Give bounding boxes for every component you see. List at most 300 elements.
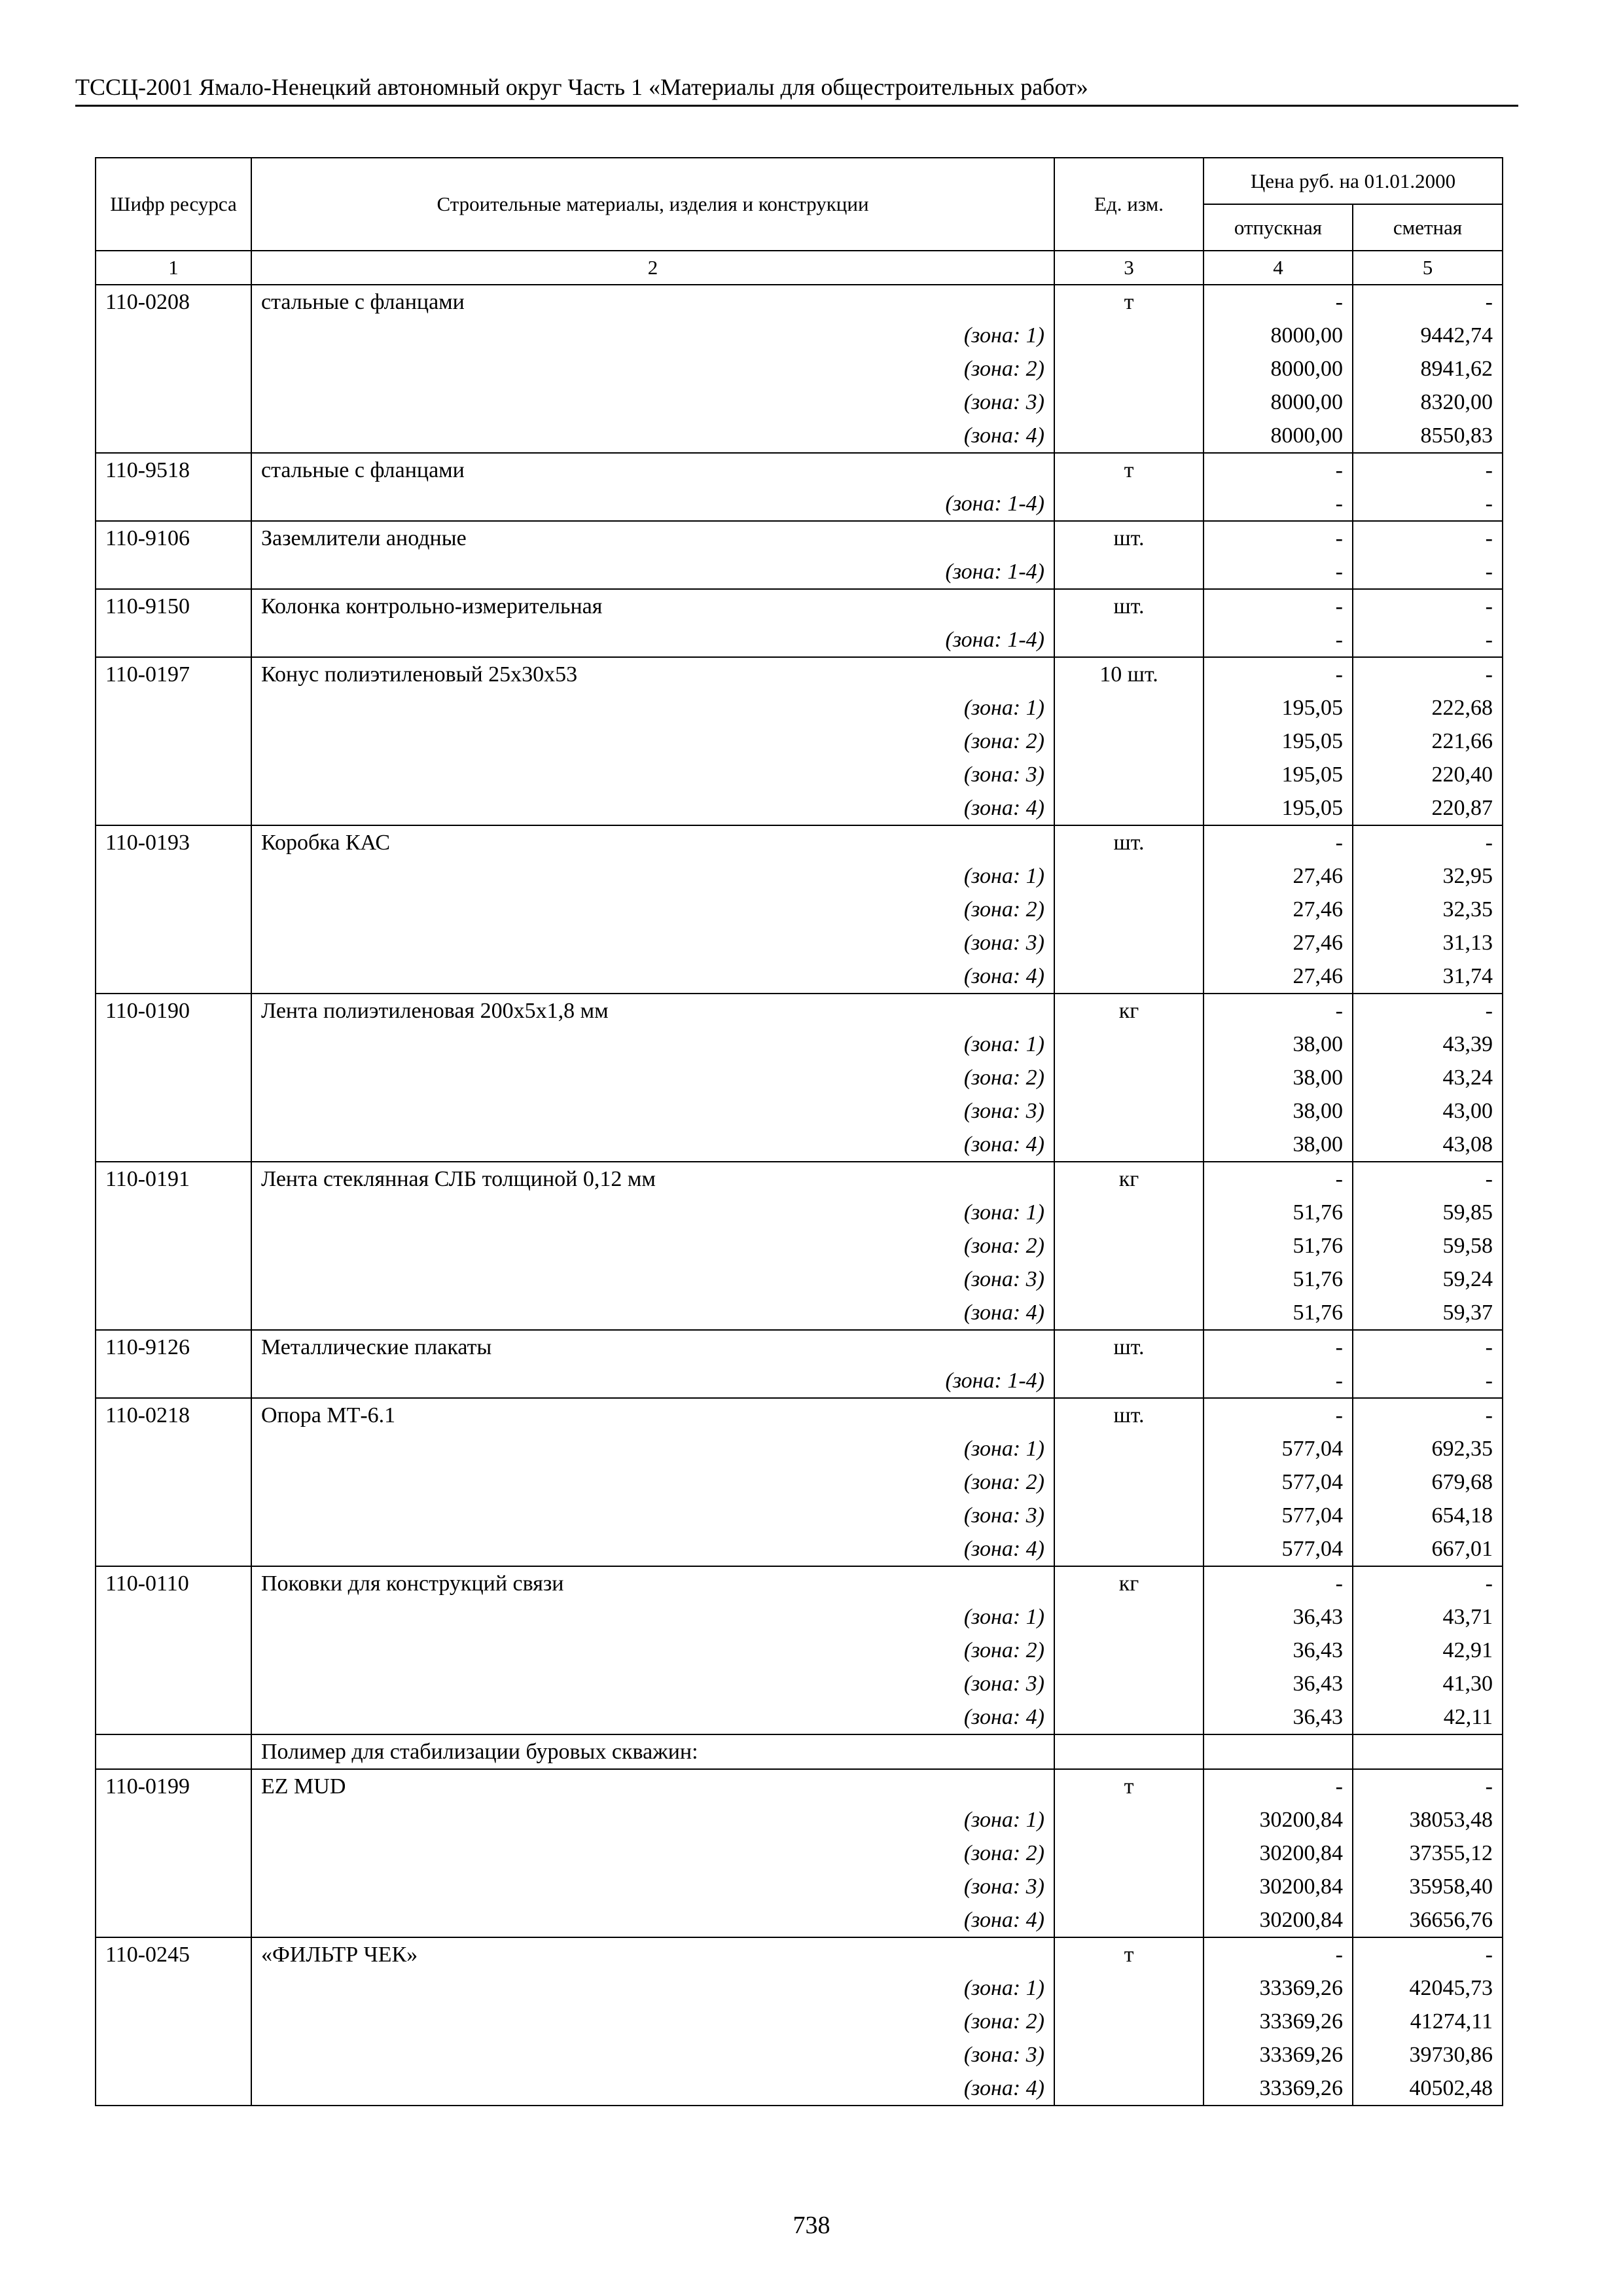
zone-row <box>96 1432 1503 1465</box>
page-header-title: ТССЦ-2001 Ямало-Ненецкий автономный округ Часть 1 «Материалы для общестроительных работ» <box>75 74 1088 100</box>
unit-cell <box>1054 1364 1204 1398</box>
zone-row <box>96 2005 1503 2038</box>
code-cell <box>96 1700 251 1734</box>
zone-label: (зона: 2) <box>251 725 1054 758</box>
material-name: Колонка контрольно-измерительная <box>251 589 1054 623</box>
table-row <box>96 994 1503 1028</box>
release-price: 8000,00 <box>1204 386 1353 419</box>
table-row <box>96 1769 1503 1803</box>
zone-label: (зона: 1) <box>251 319 1054 352</box>
release-price: 36,43 <box>1204 1600 1353 1634</box>
resource-code: 110-0191 <box>96 1162 251 1196</box>
col-number-1: 1 <box>96 251 251 285</box>
release-price: 27,46 <box>1204 926 1353 960</box>
estimate-price: 59,58 <box>1353 1229 1503 1263</box>
code-cell <box>96 725 251 758</box>
code-cell <box>96 926 251 960</box>
release-price: - <box>1204 1769 1353 1803</box>
resource-code: 110-0218 <box>96 1398 251 1432</box>
estimate-price: 39730,86 <box>1353 2038 1503 2072</box>
unit-cell <box>1054 725 1204 758</box>
zone-row <box>96 1263 1503 1296</box>
code-cell <box>96 487 251 521</box>
resource-code: 110-9106 <box>96 521 251 555</box>
unit: шт. <box>1054 1330 1204 1364</box>
material-name: Конус полиэтиленовый 25x30x53 <box>251 657 1054 691</box>
material-name: Заземлители анодные <box>251 521 1054 555</box>
zone-label: (зона: 2) <box>251 1229 1054 1263</box>
zone-label: (зона: 1-4) <box>251 555 1054 589</box>
code-cell <box>96 960 251 994</box>
table-row <box>96 825 1503 859</box>
release-price: - <box>1204 657 1353 691</box>
code-cell <box>96 691 251 725</box>
unit-cell <box>1054 487 1204 521</box>
unit-cell <box>1054 1196 1204 1229</box>
zone-label: (зона: 3) <box>251 758 1054 791</box>
material-name: Опора МТ-6.1 <box>251 1398 1054 1432</box>
zone-row <box>96 1837 1503 1870</box>
unit: т <box>1054 1937 1204 1971</box>
release-price: 33369,26 <box>1204 2072 1353 2106</box>
release-price: 30200,84 <box>1204 1903 1353 1937</box>
material-name: «ФИЛЬТР ЧЕК» <box>251 1937 1054 1971</box>
unit-cell <box>1054 319 1204 352</box>
code-cell <box>96 555 251 589</box>
estimate-price: 59,85 <box>1353 1196 1503 1229</box>
zone-label: (зона: 1) <box>251 1803 1054 1837</box>
zone-row <box>96 1229 1503 1263</box>
estimate-price: 37355,12 <box>1353 1837 1503 1870</box>
material-name: Лента полиэтиленовая 200x5x1,8 мм <box>251 994 1054 1028</box>
zone-row <box>96 1196 1503 1229</box>
release-price: - <box>1204 453 1353 487</box>
zone-label: (зона: 4) <box>251 1296 1054 1330</box>
resource-code: 110-0245 <box>96 1937 251 1971</box>
table-row <box>96 285 1503 319</box>
unit-cell <box>1054 1903 1204 1937</box>
unit-cell <box>1054 1296 1204 1330</box>
estimate-price: 8941,62 <box>1353 352 1503 386</box>
zone-row <box>96 1296 1503 1330</box>
unit-cell <box>1054 1971 1204 2005</box>
estimate-price: - <box>1353 521 1503 555</box>
col-header-price-release: отпускная <box>1204 204 1353 251</box>
zone-label: (зона: 1-4) <box>251 487 1054 521</box>
resource-code: 110-0193 <box>96 825 251 859</box>
estimate-price: - <box>1353 555 1503 589</box>
release-price: 51,76 <box>1204 1229 1353 1263</box>
estimate-price: 59,37 <box>1353 1296 1503 1330</box>
zone-label: (зона: 3) <box>251 1870 1054 1903</box>
estimate-price: 654,18 <box>1353 1499 1503 1532</box>
code-cell <box>96 791 251 825</box>
unit-cell <box>1054 1432 1204 1465</box>
zone-label: (зона: 2) <box>251 1061 1054 1094</box>
estimate-price: 43,00 <box>1353 1094 1503 1128</box>
table-row <box>96 1330 1503 1364</box>
unit-cell <box>1054 1465 1204 1499</box>
unit-cell <box>1054 791 1204 825</box>
unit-cell <box>1054 1094 1204 1128</box>
resource-code: 110-0208 <box>96 285 251 319</box>
estimate-price: - <box>1353 1566 1503 1600</box>
zone-label: (зона: 4) <box>251 1903 1054 1937</box>
release-price: 195,05 <box>1204 791 1353 825</box>
code-cell <box>96 1803 251 1837</box>
zone-row <box>96 725 1503 758</box>
table-row <box>96 589 1503 623</box>
code-cell <box>96 2038 251 2072</box>
estimate-price: - <box>1353 623 1503 657</box>
unit: кг <box>1054 994 1204 1028</box>
zone-label: (зона: 2) <box>251 893 1054 926</box>
code-cell <box>96 1667 251 1700</box>
estimate-price: 38053,48 <box>1353 1803 1503 1837</box>
material-name: Лента стеклянная СЛБ толщиной 0,12 мм <box>251 1162 1054 1196</box>
release-price: - <box>1204 1364 1353 1398</box>
unit-cell <box>1054 960 1204 994</box>
table-row <box>96 1162 1503 1196</box>
zone-row <box>96 791 1503 825</box>
estimate-price: 31,13 <box>1353 926 1503 960</box>
zone-row <box>96 487 1503 521</box>
release-price: - <box>1204 589 1353 623</box>
unit-cell <box>1054 555 1204 589</box>
material-name: стальные с фланцами <box>251 453 1054 487</box>
code-cell <box>96 1600 251 1634</box>
release-price: 30200,84 <box>1204 1837 1353 1870</box>
code-cell <box>96 1432 251 1465</box>
release-price <box>1204 1734 1353 1769</box>
estimate-price: 667,01 <box>1353 1532 1503 1566</box>
table-body <box>96 285 1503 2106</box>
unit: кг <box>1054 1162 1204 1196</box>
estimate-price: - <box>1353 657 1503 691</box>
code-cell <box>96 1532 251 1566</box>
estimate-price: 59,24 <box>1353 1263 1503 1296</box>
col-header-name: Строительные материалы, изделия и конструкции <box>251 158 1054 251</box>
unit-cell <box>1054 419 1204 453</box>
code-cell <box>96 319 251 352</box>
release-price: - <box>1204 555 1353 589</box>
zone-label: (зона: 2) <box>251 2005 1054 2038</box>
estimate-price: 9442,74 <box>1353 319 1503 352</box>
release-price: 577,04 <box>1204 1532 1353 1566</box>
zone-label: (зона: 1) <box>251 691 1054 725</box>
zone-row <box>96 1094 1503 1128</box>
zone-label: (зона: 4) <box>251 1128 1054 1162</box>
estimate-price: 43,24 <box>1353 1061 1503 1094</box>
estimate-price: 32,95 <box>1353 859 1503 893</box>
resource-code: 110-9126 <box>96 1330 251 1364</box>
unit-cell <box>1054 893 1204 926</box>
code-cell <box>96 1870 251 1903</box>
release-price: - <box>1204 1398 1353 1432</box>
zone-label: (зона: 2) <box>251 1465 1054 1499</box>
estimate-price: 8320,00 <box>1353 386 1503 419</box>
col-header-unit: Ед. изм. <box>1054 158 1204 251</box>
zone-label: (зона: 1-4) <box>251 623 1054 657</box>
zone-row <box>96 1499 1503 1532</box>
unit-cell <box>1054 623 1204 657</box>
release-price: 33369,26 <box>1204 2038 1353 2072</box>
unit-cell <box>1054 859 1204 893</box>
zone-row <box>96 859 1503 893</box>
unit-cell <box>1054 1499 1204 1532</box>
zone-label: (зона: 4) <box>251 419 1054 453</box>
table-row <box>96 657 1503 691</box>
estimate-price: - <box>1353 1769 1503 1803</box>
estimate-price: - <box>1353 453 1503 487</box>
table-row <box>96 1566 1503 1600</box>
release-price: 577,04 <box>1204 1499 1353 1532</box>
code-cell <box>96 859 251 893</box>
estimate-price: 43,71 <box>1353 1600 1503 1634</box>
unit-cell <box>1054 1837 1204 1870</box>
release-price: 38,00 <box>1204 1061 1353 1094</box>
release-price: 38,00 <box>1204 1028 1353 1061</box>
estimate-price: - <box>1353 487 1503 521</box>
col-header-price-group: Цена руб. на 01.01.2000 <box>1204 158 1503 204</box>
release-price: 51,76 <box>1204 1296 1353 1330</box>
estimate-price: 41274,11 <box>1353 2005 1503 2038</box>
zone-label: (зона: 2) <box>251 352 1054 386</box>
unit-cell <box>1054 1803 1204 1837</box>
estimate-price: 221,66 <box>1353 725 1503 758</box>
estimate-price: - <box>1353 994 1503 1028</box>
zone-row <box>96 1971 1503 2005</box>
material-name: EZ MUD <box>251 1769 1054 1803</box>
estimate-price: - <box>1353 825 1503 859</box>
zone-label: (зона: 4) <box>251 2072 1054 2106</box>
estimate-price: - <box>1353 589 1503 623</box>
zone-row <box>96 1600 1503 1634</box>
zone-label: (зона: 3) <box>251 1667 1054 1700</box>
release-price: 577,04 <box>1204 1432 1353 1465</box>
unit: т <box>1054 1769 1204 1803</box>
zone-label: (зона: 4) <box>251 1532 1054 1566</box>
table-row <box>96 453 1503 487</box>
code-cell <box>96 1094 251 1128</box>
zone-label: (зона: 1-4) <box>251 1364 1054 1398</box>
unit: шт. <box>1054 1398 1204 1432</box>
estimate-price: 43,08 <box>1353 1128 1503 1162</box>
estimate-price: 220,87 <box>1353 791 1503 825</box>
code-cell <box>96 1061 251 1094</box>
zone-row <box>96 1028 1503 1061</box>
unit-cell <box>1054 1600 1204 1634</box>
unit: т <box>1054 285 1204 319</box>
release-price: 38,00 <box>1204 1128 1353 1162</box>
zone-row <box>96 2072 1503 2106</box>
release-price: 36,43 <box>1204 1667 1353 1700</box>
release-price: - <box>1204 623 1353 657</box>
release-price: 36,43 <box>1204 1700 1353 1734</box>
unit-cell <box>1054 352 1204 386</box>
zone-label: (зона: 3) <box>251 386 1054 419</box>
estimate-price: 31,74 <box>1353 960 1503 994</box>
zone-row <box>96 1870 1503 1903</box>
code-cell <box>96 1028 251 1061</box>
release-price: 27,46 <box>1204 859 1353 893</box>
table-row <box>96 1398 1503 1432</box>
zone-row <box>96 386 1503 419</box>
col-header-price-estimate: сметная <box>1353 204 1503 251</box>
estimate-price: - <box>1353 1398 1503 1432</box>
unit: шт. <box>1054 825 1204 859</box>
table-row <box>96 521 1503 555</box>
estimate-price: - <box>1353 1162 1503 1196</box>
zone-label: (зона: 3) <box>251 1499 1054 1532</box>
resource-code: 110-9518 <box>96 453 251 487</box>
zone-label: (зона: 1) <box>251 1971 1054 2005</box>
release-price: 8000,00 <box>1204 419 1353 453</box>
zone-label: (зона: 2) <box>251 1837 1054 1870</box>
zone-row <box>96 758 1503 791</box>
material-name: стальные с фланцами <box>251 285 1054 319</box>
estimate-price: 220,40 <box>1353 758 1503 791</box>
estimate-price: 692,35 <box>1353 1432 1503 1465</box>
price-table <box>95 157 1503 2106</box>
unit: т <box>1054 453 1204 487</box>
resource-code: 110-9150 <box>96 589 251 623</box>
release-price: 51,76 <box>1204 1196 1353 1229</box>
unit-cell <box>1054 691 1204 725</box>
col-number-5: 5 <box>1353 251 1503 285</box>
code-cell <box>96 386 251 419</box>
unit-cell <box>1054 1263 1204 1296</box>
estimate-price: 32,35 <box>1353 893 1503 926</box>
zone-label: (зона: 4) <box>251 960 1054 994</box>
material-name: Коробка КАС <box>251 825 1054 859</box>
zone-row <box>96 1803 1503 1837</box>
estimate-price: 43,39 <box>1353 1028 1503 1061</box>
zone-label: (зона: 4) <box>251 1700 1054 1734</box>
estimate-price: 35958,40 <box>1353 1870 1503 1903</box>
code-cell <box>96 623 251 657</box>
release-price: - <box>1204 521 1353 555</box>
code-cell <box>96 758 251 791</box>
col-number-4: 4 <box>1204 251 1353 285</box>
resource-code: 110-0197 <box>96 657 251 691</box>
estimate-price: 222,68 <box>1353 691 1503 725</box>
zone-row <box>96 2038 1503 2072</box>
zone-row <box>96 926 1503 960</box>
unit-cell <box>1054 1700 1204 1734</box>
zone-row <box>96 352 1503 386</box>
zone-label: (зона: 4) <box>251 791 1054 825</box>
release-price: 27,46 <box>1204 960 1353 994</box>
release-price: - <box>1204 1162 1353 1196</box>
material-name: Поковки для конструкций связи <box>251 1566 1054 1600</box>
release-price: - <box>1204 1566 1353 1600</box>
estimate-price: 40502,48 <box>1353 2072 1503 2106</box>
code-cell <box>96 1837 251 1870</box>
unit: 10 шт. <box>1054 657 1204 691</box>
unit: шт. <box>1054 589 1204 623</box>
release-price: - <box>1204 994 1353 1028</box>
zone-row <box>96 1061 1503 1094</box>
code-cell <box>96 2005 251 2038</box>
material-name: Металлические плакаты <box>251 1330 1054 1364</box>
group-row <box>96 1734 1503 1769</box>
unit-cell <box>1054 1532 1204 1566</box>
estimate-price <box>1353 1734 1503 1769</box>
zone-row <box>96 1634 1503 1667</box>
zone-label: (зона: 1) <box>251 1600 1054 1634</box>
code-cell <box>96 1196 251 1229</box>
release-price: 51,76 <box>1204 1263 1353 1296</box>
zone-label: (зона: 1) <box>251 1432 1054 1465</box>
zone-row <box>96 319 1503 352</box>
zone-label: (зона: 3) <box>251 926 1054 960</box>
zone-label: (зона: 1) <box>251 1196 1054 1229</box>
zone-row <box>96 960 1503 994</box>
zone-label: (зона: 3) <box>251 2038 1054 2072</box>
zone-label: (зона: 2) <box>251 1634 1054 1667</box>
unit-cell <box>1054 1870 1204 1903</box>
zone-row <box>96 623 1503 657</box>
zone-row <box>96 1667 1503 1700</box>
release-price: 30200,84 <box>1204 1803 1353 1837</box>
code-cell <box>96 2072 251 2106</box>
resource-code: 110-0190 <box>96 994 251 1028</box>
estimate-price: - <box>1353 1364 1503 1398</box>
unit-cell <box>1054 2072 1204 2106</box>
release-price: - <box>1204 825 1353 859</box>
code-cell <box>96 1634 251 1667</box>
zone-row <box>96 1700 1503 1734</box>
unit-cell <box>1054 926 1204 960</box>
code-cell <box>96 352 251 386</box>
code-cell <box>96 893 251 926</box>
release-price: 38,00 <box>1204 1094 1353 1128</box>
code-cell <box>96 1229 251 1263</box>
estimate-price: - <box>1353 285 1503 319</box>
unit-cell <box>1054 1734 1204 1769</box>
zone-row <box>96 1128 1503 1162</box>
unit: шт. <box>1054 521 1204 555</box>
col-header-code: Шифр ресурса <box>96 158 251 251</box>
unit-cell <box>1054 1667 1204 1700</box>
col-number-3: 3 <box>1054 251 1204 285</box>
estimate-price: - <box>1353 1330 1503 1364</box>
estimate-price: 8550,83 <box>1353 419 1503 453</box>
zone-label: (зона: 3) <box>251 1094 1054 1128</box>
header-rule <box>75 105 1518 107</box>
unit-cell <box>1054 2038 1204 2072</box>
zone-row <box>96 419 1503 453</box>
release-price: 8000,00 <box>1204 319 1353 352</box>
zone-label: (зона: 1) <box>251 1028 1054 1061</box>
release-price: 36,43 <box>1204 1634 1353 1667</box>
zone-row <box>96 1465 1503 1499</box>
code-cell <box>96 1364 251 1398</box>
code-cell <box>96 1971 251 2005</box>
code-cell <box>96 1734 251 1769</box>
release-price: 30200,84 <box>1204 1870 1353 1903</box>
release-price: 33369,26 <box>1204 2005 1353 2038</box>
code-cell <box>96 1499 251 1532</box>
estimate-price: 42045,73 <box>1353 1971 1503 2005</box>
release-price: - <box>1204 285 1353 319</box>
release-price: 8000,00 <box>1204 352 1353 386</box>
col-number-2: 2 <box>251 251 1054 285</box>
estimate-price: 36656,76 <box>1353 1903 1503 1937</box>
estimate-price: 42,11 <box>1353 1700 1503 1734</box>
code-cell <box>96 1263 251 1296</box>
